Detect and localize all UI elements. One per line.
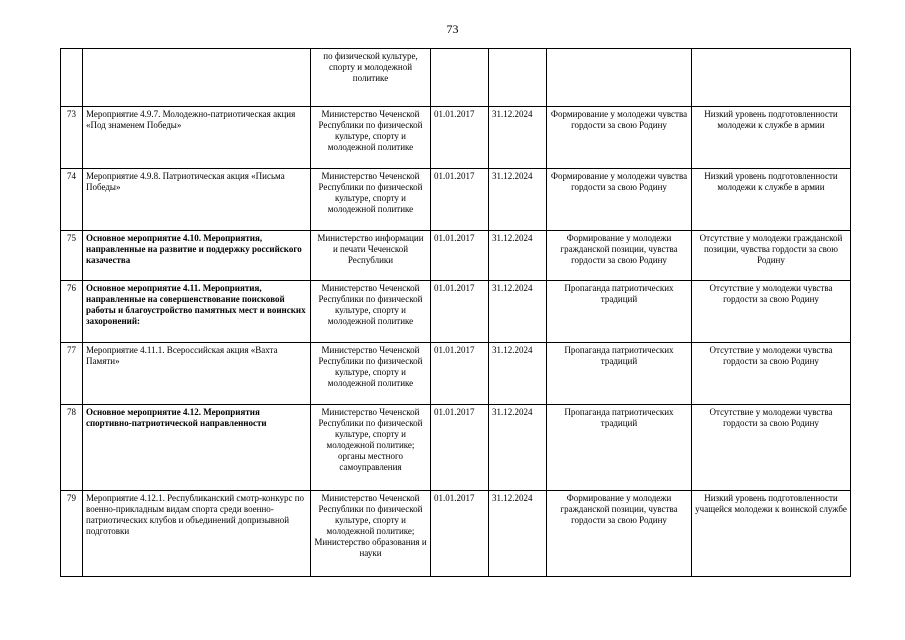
- row-number: 79: [61, 491, 83, 577]
- start-date: [431, 49, 489, 107]
- row-number: 76: [61, 281, 83, 343]
- activity-name: Мероприятие 4.11.1. Всероссийская акция «Вахта Памяти»: [83, 343, 311, 405]
- expected-result: Формирование у молодежи чувства гордости за свою Родину: [547, 107, 692, 169]
- responsible-executor: Министерство Чеченской Республики по физической культуре, спорту и молодежной политике: [311, 107, 431, 169]
- table-row: [61, 405, 851, 491]
- start-date: 01.01.2017: [431, 107, 489, 169]
- end-date: 31.12.2024: [489, 107, 547, 169]
- expected-result: Пропаганда патриотических традиций: [547, 405, 692, 491]
- table-row: [61, 343, 851, 405]
- non-implementation-consequence: Низкий уровень подготовленности учащейся молодежи к воинской службе: [692, 491, 851, 577]
- responsible-executor: Министерство Чеченской Республики по физической культуре, спорту и молодежной политике; Министерство образования и науки: [311, 491, 431, 577]
- table-row: [61, 231, 851, 281]
- responsible-executor: Министерство Чеченской Республики по физической культуре, спорту и молодежной политике: [311, 281, 431, 343]
- activity-name: [83, 49, 311, 107]
- start-date: 01.01.2017: [431, 343, 489, 405]
- row-number: [61, 49, 83, 107]
- non-implementation-consequence: Низкий уровень подготовленности молодежи к службе в армии: [692, 107, 851, 169]
- responsible-executor: Министерство Чеченской Республики по физической культуре, спорту и молодежной политике: [311, 343, 431, 405]
- activity-name: Мероприятие 4.9.7. Молодежно-патриотическая акция «Под знаменем Победы»: [83, 107, 311, 169]
- activity-name: Мероприятие 4.9.8. Патриотическая акция «Письма Победы»: [83, 169, 311, 231]
- expected-result: Формирование у молодежи гражданской позиции, чувства гордости за свою Родину: [547, 231, 692, 281]
- table-row: [61, 281, 851, 343]
- end-date: 31.12.2024: [489, 491, 547, 577]
- start-date: 01.01.2017: [431, 231, 489, 281]
- row-number: 77: [61, 343, 83, 405]
- end-date: 31.12.2024: [489, 231, 547, 281]
- activities-table-body: [61, 49, 851, 577]
- expected-result: Формирование у молодежи гражданской позиции, чувства гордости за свою Родину: [547, 491, 692, 577]
- table-row: [61, 49, 851, 107]
- non-implementation-consequence: Отсутствие у молодежи чувства гордости за свою Родину: [692, 281, 851, 343]
- start-date: 01.01.2017: [431, 281, 489, 343]
- non-implementation-consequence: Отсутствие у молодежи чувства гордости за свою Родину: [692, 343, 851, 405]
- expected-result: [547, 49, 692, 107]
- start-date: 01.01.2017: [431, 491, 489, 577]
- end-date: 31.12.2024: [489, 343, 547, 405]
- non-implementation-consequence: Отсутствие у молодежи чувства гордости за свою Родину: [692, 405, 851, 491]
- activity-name: Мероприятие 4.12.1. Республиканский смотр-конкурс по военно-прикладным видам спорта среди военно-патриотических клубов и объединений допризывной подготовки: [83, 491, 311, 577]
- start-date: 01.01.2017: [431, 405, 489, 491]
- responsible-executor: Министерство Чеченской Республики по физической культуре, спорту и молодежной политике; органы местного самоуправления: [311, 405, 431, 491]
- end-date: [489, 49, 547, 107]
- row-number: 73: [61, 107, 83, 169]
- row-number: 78: [61, 405, 83, 491]
- table-row: [61, 107, 851, 169]
- responsible-executor: Министерство Чеченской Республики по физической культуре, спорту и молодежной политике: [311, 169, 431, 231]
- end-date: 31.12.2024: [489, 405, 547, 491]
- non-implementation-consequence: Отсутствие у молодежи гражданской позиции, чувства гордости за свою Родину: [692, 231, 851, 281]
- responsible-executor: Министерство информации и печати Чеченской Республики: [311, 231, 431, 281]
- non-implementation-consequence: [692, 49, 851, 107]
- page-number: 73: [446, 22, 459, 36]
- expected-result: Пропаганда патриотических традиций: [547, 343, 692, 405]
- activity-name: Основное мероприятие 4.10. Мероприятия, направленные на развитие и поддержку российского казачества: [83, 231, 311, 281]
- start-date: 01.01.2017: [431, 169, 489, 231]
- responsible-executor: по физической культуре, спорту и молодежной политике: [311, 49, 431, 107]
- row-number: 74: [61, 169, 83, 231]
- activity-name: Основное мероприятие 4.11. Мероприятия, направленные на совершенствование поисковой работы и благоустройство памятных мест и воинских захоронений:: [83, 281, 311, 343]
- row-number: 75: [61, 231, 83, 281]
- expected-result: Пропаганда патриотических традиций: [547, 281, 692, 343]
- table-row: [61, 169, 851, 231]
- table-row: [61, 491, 851, 577]
- end-date: 31.12.2024: [489, 169, 547, 231]
- activities-table: [60, 48, 851, 577]
- non-implementation-consequence: Низкий уровень подготовленности молодежи к службе в армии: [692, 169, 851, 231]
- end-date: 31.12.2024: [489, 281, 547, 343]
- activity-name: Основное мероприятие 4.12. Мероприятия спортивно-патриотической направленности: [83, 405, 311, 491]
- expected-result: Формирование у молодежи чувства гордости за свою Родину: [547, 169, 692, 231]
